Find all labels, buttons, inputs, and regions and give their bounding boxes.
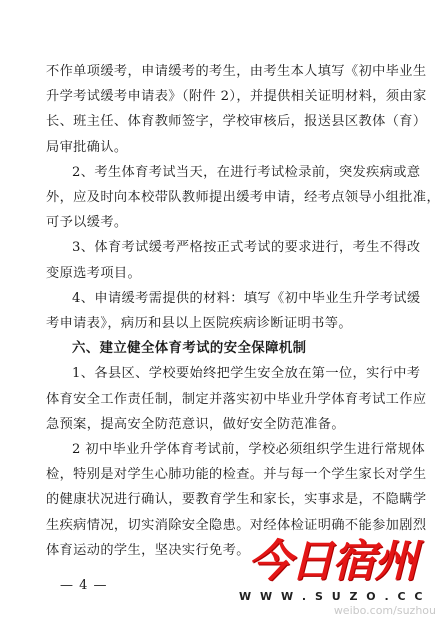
- text-line: 升学考试缓考申请表》（附件 2），并提供相关证明材料，须由家: [46, 89, 427, 105]
- text-line: 变原选考项目。: [46, 265, 142, 281]
- text-line: 检，特别是对学生心肺功能的检查。并与每一个学生家长对学生: [46, 467, 427, 483]
- text-line: 可予以缓考。: [46, 215, 128, 231]
- text-line: 1、各县区、学校要始终把学生安全放在第一位，实行中考: [72, 366, 421, 382]
- text-line: 2、考生体育考试当天，在进行考试检录前，突发疾病或意: [72, 164, 421, 180]
- text-line: 体育安全工作责任制，制定并落实初中毕业升学体育考试工作应: [46, 391, 427, 407]
- text-line: 4、申请缓考需提供的材料：填写《初中毕业生升学考试缓: [72, 290, 421, 306]
- text-line: 外，应及时向本校带队教师提出缓考申请，经考点领导小组批准，: [46, 190, 440, 205]
- text-line: 急预案，提高安全防范意识，做好安全防范准备。: [46, 416, 345, 432]
- text-line: 的健康状况进行确认，要教育学生和家长，实事求是，不隐瞒学: [46, 492, 427, 508]
- logo-wordmark: 今日宿州: [248, 536, 416, 587]
- logo-url: W W W . S U Z O . C C: [239, 590, 425, 603]
- text-line: 生疾病情况，切实消除安全隐患。对经体检证明确不能参加剧烈: [46, 517, 427, 533]
- section-heading: 六、建立健全体育考试的安全保障机制: [72, 341, 307, 357]
- text-line: 局审批确认。: [46, 139, 128, 155]
- text-line: 不作单项缓考，申请缓考的考生，由考生本人填写《初中毕业生: [46, 64, 427, 79]
- text-line: 长、班主任、体育教师签字，学校审核后，报送县区教体（育）: [46, 114, 427, 130]
- text-line: 体育运动的学生，坚决实行免考。: [46, 542, 250, 558]
- text-line: 2 初中毕业升学体育考试前，学校必须组织学生进行常规体: [72, 442, 426, 457]
- text-line: 考申请表》，病历和县以上医院疾病诊断证明书等。: [46, 316, 352, 331]
- text-line: 3、体育考试缓考严格按正式考试的要求进行，考生不得改: [72, 240, 421, 256]
- watermark: weibo.com/suzhou: [333, 604, 436, 617]
- page-number: — 4 —: [60, 578, 108, 593]
